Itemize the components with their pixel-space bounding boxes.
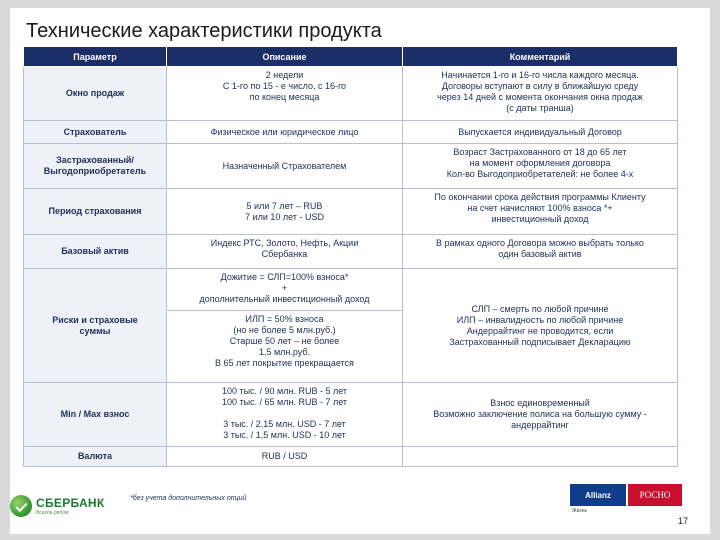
table-header-row xyxy=(24,47,678,67)
text-line: Начинается 1-го и 16-го числа каждого месяца. xyxy=(441,70,639,80)
row-insurer xyxy=(24,121,678,144)
param-cell: Окно продаж xyxy=(24,67,167,121)
text-line: ИЛП = 50% взноса xyxy=(245,314,324,324)
text-line: суммы xyxy=(79,325,111,336)
text-line: Старше 50 лет – не более xyxy=(229,336,340,346)
text-line: 5 или 7 лет – RUB xyxy=(246,200,323,211)
text-line: СЛП – смерть по любой причине xyxy=(471,303,609,314)
allianz-logo: Allianz xyxy=(570,484,626,506)
text-line: Возраст Застрахованного от 18 до 65 лет xyxy=(453,147,627,157)
param-cell: Min / Max взнос xyxy=(24,383,167,447)
header-parameter: Параметр xyxy=(24,47,167,67)
text-line: ИЛП – инвалидность по любой причине xyxy=(456,314,624,325)
row-risks-a xyxy=(24,269,678,311)
comment-cell xyxy=(403,447,678,467)
description-cell xyxy=(167,269,403,311)
text-line: В 65 лет покрытие прекращается xyxy=(215,358,354,368)
text-line: Возможно заключение полиса на большую сумму - xyxy=(433,409,647,419)
text-line: Застрахованный/ xyxy=(56,155,134,165)
text-line: 100 тыс. / 65 млн. RUB - 7 лет xyxy=(221,397,348,407)
spec-table xyxy=(23,46,678,467)
text-line: 3 тыс. / 2,15 млн. USD - 7 лет xyxy=(223,419,346,429)
text-line: Риски и страховые xyxy=(52,314,138,325)
param-cell: Период страхования xyxy=(24,189,167,235)
description-cell: Физическое или юридическое лицо xyxy=(167,121,403,144)
param-cell: Валюта xyxy=(24,447,167,467)
text-line: на счет начисляют 100% взноса *+ xyxy=(467,203,613,213)
sberbank-check-icon xyxy=(10,495,32,517)
row-payment xyxy=(24,383,678,447)
comment-cell xyxy=(403,383,678,447)
comment-cell xyxy=(403,189,678,235)
text-line: 2 недели xyxy=(265,70,304,80)
description-cell xyxy=(167,311,403,383)
footnote: *без учета дополнительных опций xyxy=(130,495,247,502)
row-base-asset xyxy=(24,235,678,269)
text-line: Сбербанка xyxy=(261,249,308,259)
partner-logos xyxy=(570,476,682,522)
text-line: Индекс РТС, Золото, Нефть, Акции xyxy=(210,238,359,248)
comment-cell xyxy=(403,269,678,383)
row-period xyxy=(24,189,678,235)
text-line: С 1-го по 15 - е число, с 16-го xyxy=(222,81,347,91)
description-cell xyxy=(167,189,403,235)
comment-cell xyxy=(403,235,678,269)
rosno-logo: РОСНО xyxy=(628,484,682,506)
text-line: Кол-во Выгодоприобретателей: не более 4-х xyxy=(446,169,634,179)
page-number: 17 xyxy=(678,516,689,526)
text-line: андеррайтинг xyxy=(511,420,569,430)
header-comment: Комментарий xyxy=(403,47,678,67)
comment-cell xyxy=(403,67,678,121)
description-cell xyxy=(167,383,403,447)
comment-cell xyxy=(403,144,678,189)
text-line: В рамках одного Договора можно выбрать только xyxy=(436,238,644,248)
text-line: + xyxy=(281,283,288,293)
text-line: на момент оформления договора xyxy=(469,158,611,168)
page-title: Технические характеристики продукта xyxy=(26,20,382,42)
partner-subtitle: Жизнь xyxy=(572,508,588,514)
text-line: Застрахованный подписывает Декларацию xyxy=(449,336,631,347)
text-line: инвестиционный доход xyxy=(491,214,589,224)
text-line: (с даты транша) xyxy=(506,103,574,113)
text-line: По окончании срока действия программы Клиенту xyxy=(434,192,646,202)
text-line: дополнительный инвестиционный доход xyxy=(199,294,370,304)
description-cell xyxy=(167,67,403,121)
param-cell xyxy=(24,269,167,383)
text-line: Взнос единовременный xyxy=(490,398,590,408)
comment-cell: Выпускается индивидуальный Договор xyxy=(403,121,678,144)
header-description: Описание xyxy=(167,47,403,67)
text-line: 1,5 млн.руб. xyxy=(258,347,311,357)
text-line: 100 тыс. / 90 млн. RUB - 5 лет xyxy=(221,386,348,396)
text-line: (но не более 5 млн.руб.) xyxy=(233,325,336,335)
text-line: Дожитие = СЛП=100% взноса* xyxy=(220,272,349,282)
text-line: Андеррайтинг не проводится, если xyxy=(466,325,614,336)
text-line: один базовый актив xyxy=(498,249,582,259)
sberbank-slogan: Всегда рядом xyxy=(36,510,69,516)
row-sales-window xyxy=(24,67,678,121)
param-cell xyxy=(24,144,167,189)
text-line: Выгодоприобретатель xyxy=(43,166,147,176)
text-line: Договоры вступают в силу в ближайшую среду xyxy=(441,81,639,91)
description-cell: RUB / USD xyxy=(167,447,403,467)
text-line: 7 или 10 лет - USD xyxy=(245,211,324,222)
sberbank-name: СБЕРБАНК xyxy=(36,496,105,510)
row-insured xyxy=(24,144,678,189)
sberbank-logo xyxy=(10,490,120,522)
row-currency xyxy=(24,447,678,467)
text-line xyxy=(171,408,398,419)
text-line: по конец месяца xyxy=(249,92,320,102)
text-line: 3 тыс. / 1,5 млн. USD - 10 лет xyxy=(223,430,346,440)
description-cell: Назначенный Страхователем xyxy=(167,144,403,189)
text-line: через 14 дней с момента окончания окна продаж xyxy=(437,92,643,102)
description-cell xyxy=(167,235,403,269)
param-cell: Базовый актив xyxy=(24,235,167,269)
sberbank-wordmark xyxy=(36,496,105,516)
param-cell: Страхователь xyxy=(24,121,167,144)
